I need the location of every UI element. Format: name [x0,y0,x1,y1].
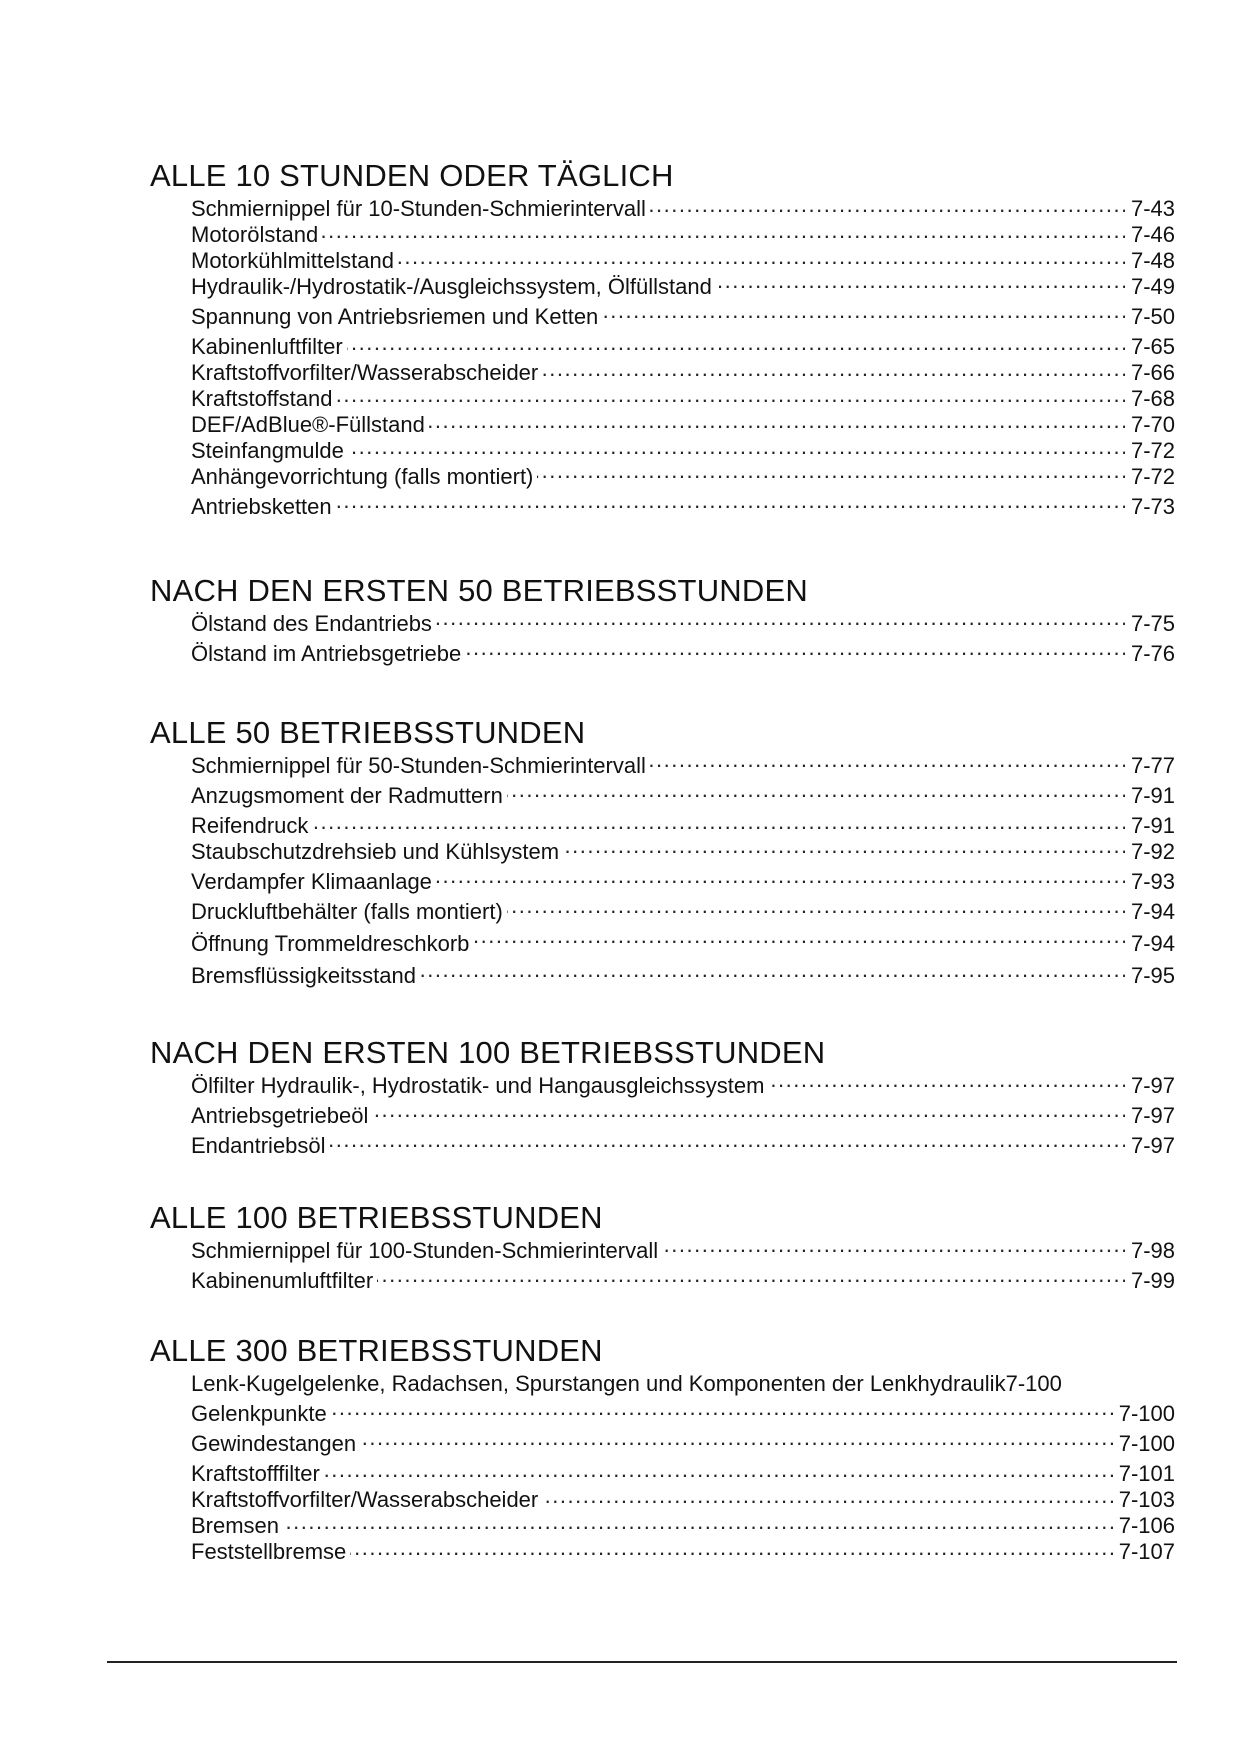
entry-title: Staubschutzdrehsieb und Kühlsystem [191,839,560,864]
entry-title: Kraftstoffstand [191,386,333,411]
dot-leader [542,358,1125,380]
page-number: 7-100 [1005,1371,1062,1396]
page-number: 7-66 [1130,360,1175,385]
dot-leader [347,332,1125,354]
dot-leader [436,609,1125,631]
page-number: 7-68 [1130,386,1175,411]
dot-leader [602,302,1125,324]
page-number: 7-103 [1118,1487,1175,1512]
entry-title: Schmiernippel für 100-Stunden-Schmierintervall [191,1238,659,1263]
dot-leader [429,410,1125,432]
dot-leader [398,246,1125,268]
section-title: ALLE 10 STUNDEN ODER TÄGLICH [150,158,674,193]
dot-leader [465,639,1125,661]
toc-entry[interactable] [191,1459,1175,1485]
toc-entry[interactable] [191,384,1175,410]
entry-title: Druckluftbehälter (falls montiert) [191,899,503,924]
entry-title: Verdampfer Klimaanlage [191,869,432,894]
dot-leader [372,1101,1125,1123]
toc-entry[interactable] [191,410,1175,436]
entry-title: Motorkühlmittelstand [191,248,394,273]
toc-section-first-100h [150,1035,1175,1161]
section-entries [191,1071,1175,1161]
page-number: 7-73 [1130,494,1175,519]
page-number: 7-76 [1130,641,1175,666]
entry-title: Spannung von Antriebsriemen und Ketten [191,304,599,329]
page-number: 7-107 [1118,1539,1175,1564]
page-number: 7-77 [1130,753,1175,778]
dot-leader [473,929,1125,951]
page-number: 7-100 [1118,1431,1175,1456]
dot-leader [350,1537,1112,1559]
toc-entry[interactable] [191,927,1175,961]
toc-entry[interactable] [191,897,1175,927]
toc-entry[interactable] [191,811,1175,837]
dot-leader [336,384,1125,406]
toc-entry[interactable] [191,1071,1175,1101]
entry-title: Kraftstoffvorfilter/Wasserabscheider [191,1487,539,1512]
toc-section-daily [150,158,1175,522]
entry-title: Ölstand im Antriebsgetriebe [191,641,462,666]
toc-entry[interactable] [191,1131,1175,1161]
dot-leader [507,781,1125,803]
entry-title: Reifendruck [191,813,309,838]
page-number: 7-91 [1130,813,1175,838]
dot-leader [768,1071,1125,1093]
toc-entry[interactable] [191,1511,1175,1537]
page-number: 7-97 [1130,1133,1175,1158]
toc-entry[interactable] [191,1537,1175,1563]
page-number: 7-94 [1130,931,1175,956]
dot-leader [662,1236,1125,1258]
page-number: 7-70 [1130,412,1175,437]
page-number: 7-95 [1130,963,1175,988]
dot-leader [360,1429,1113,1451]
section-entries [191,1236,1175,1296]
section-title: ALLE 50 BETRIEBSSTUNDEN [150,715,586,750]
section-entries [191,1369,1175,1563]
toc-entry[interactable] [191,436,1175,462]
toc-entry[interactable] [191,492,1175,522]
dot-leader [330,1131,1125,1153]
entry-title: Endantriebsöl [191,1133,326,1158]
page-number: 7-98 [1130,1238,1175,1263]
entry-title: Kraftstofffilter [191,1461,320,1486]
entry-title: Kraftstoffvorfilter/Wasserabscheider [191,360,539,385]
entry-title: Ölfilter Hydraulik-, Hydrostatik- und Hangausgleichssystem [191,1073,765,1098]
toc-entry[interactable] [191,220,1175,246]
entry-title: Lenk-Kugelgelenke, Radachsen, Spurstangen und Komponenten der Lenkhydraulik [191,1371,1006,1396]
section-title: NACH DEN ERSTEN 50 BETRIEBSSTUNDEN [150,573,808,608]
page-number: 7-72 [1130,438,1175,463]
dot-leader [322,220,1125,242]
entry-title: Anzugsmoment der Radmuttern [191,783,503,808]
entry-title: Hydraulik-/Hydrostatik-/Ausgleichssystem, Ölfüllstand [191,274,712,299]
toc-entry[interactable] [191,961,1175,991]
toc-entry[interactable] [191,332,1175,358]
toc-entry[interactable] [191,751,1175,781]
entry-title: Anhängevorrichtung (falls montiert) [191,464,534,489]
dot-leader [507,897,1125,919]
entry-title: Feststellbremse [191,1539,347,1564]
section-title: NACH DEN ERSTEN 100 BETRIEBSSTUNDEN [150,1035,826,1070]
entry-title: Kabinenluftfilter [191,334,343,359]
toc-section-first-50h [150,573,1175,669]
toc-entry[interactable] [191,194,1175,220]
entry-title: Bremsflüssigkeitsstand [191,963,416,988]
dot-leader [436,867,1125,889]
page-number: 7-91 [1130,783,1175,808]
dot-leader [716,272,1125,294]
toc-entry[interactable] [191,1429,1175,1459]
toc-section-every-300h [150,1333,1175,1563]
toc-entry[interactable] [191,272,1175,302]
toc-entry[interactable] [191,302,1175,332]
toc-entry[interactable] [191,639,1175,669]
dot-leader [563,837,1125,859]
entry-title: Kabinenumluftfilter [191,1268,374,1293]
entry-title: Öffnung Trommeldreschkorb [191,931,470,956]
page-number: 7-93 [1130,869,1175,894]
dot-leader [650,194,1125,216]
page-number: 7-43 [1130,196,1175,221]
toc-entry[interactable] [191,462,1175,492]
page-number: 7-65 [1130,334,1175,359]
dot-leader [420,961,1125,983]
page-number: 7-49 [1130,274,1175,299]
toc-entry[interactable] [191,867,1175,897]
toc-entry[interactable] [191,609,1175,639]
entry-title: Gelenkpunkte [191,1401,327,1426]
entry-title: Motorölstand [191,222,319,247]
entry-title: Steinfangmulde [191,438,344,463]
dot-leader [331,1399,1113,1421]
toc-entry[interactable] [191,837,1175,867]
page-number: 7-92 [1130,839,1175,864]
dot-leader [312,811,1125,833]
section-entries [191,751,1175,991]
page-number: 7-48 [1130,248,1175,273]
page-number: 7-75 [1130,611,1175,636]
toc-section-every-100h [150,1200,1175,1296]
toc-entry[interactable] [191,1485,1175,1511]
dot-leader [283,1511,1113,1533]
entry-title: Gewindestangen [191,1431,357,1456]
footer-divider [107,1661,1177,1663]
toc-entry[interactable] [191,1399,1175,1429]
toc-entry[interactable] [191,781,1175,811]
entry-title: DEF/AdBlue®-Füllstand [191,412,425,437]
page-number: 7-99 [1130,1268,1175,1293]
section-title: ALLE 100 BETRIEBSSTUNDEN [150,1200,603,1235]
toc-entry[interactable] [191,246,1175,272]
dot-leader [650,751,1125,773]
page-number: 7-94 [1130,899,1175,924]
dot-leader [377,1266,1125,1288]
section-title: ALLE 300 BETRIEBSSTUNDEN [150,1333,603,1368]
entry-title: Bremsen [191,1513,280,1538]
section-entries [191,609,1175,669]
entry-title: Antriebsgetriebeöl [191,1103,369,1128]
dot-leader [537,462,1125,484]
page-number: 7-97 [1130,1073,1175,1098]
entry-title: Schmiernippel für 50-Stunden-Schmierintervall [191,753,646,778]
entry-title: Ölstand des Endantriebs [191,611,432,636]
entry-title: Schmiernippel für 10-Stunden-Schmierintervall [191,196,646,221]
page-number: 7-97 [1130,1103,1175,1128]
page-number: 7-106 [1118,1513,1175,1538]
toc-entry[interactable] [191,1236,1175,1266]
section-entries [191,194,1175,522]
page-number: 7-46 [1130,222,1175,247]
page-number: 7-72 [1130,464,1175,489]
dot-leader [542,1485,1112,1507]
dot-leader [348,436,1125,458]
page-number: 7-100 [1118,1401,1175,1426]
dot-leader [336,492,1125,514]
toc-entry[interactable] [191,1369,1175,1399]
toc-entry[interactable] [191,358,1175,384]
dot-leader [324,1459,1113,1481]
toc-section-every-50h [150,715,1175,991]
entry-title: Antriebsketten [191,494,332,519]
page-number: 7-50 [1130,304,1175,329]
toc-entry[interactable] [191,1266,1175,1296]
page-number: 7-101 [1118,1461,1175,1486]
toc-entry[interactable] [191,1101,1175,1131]
